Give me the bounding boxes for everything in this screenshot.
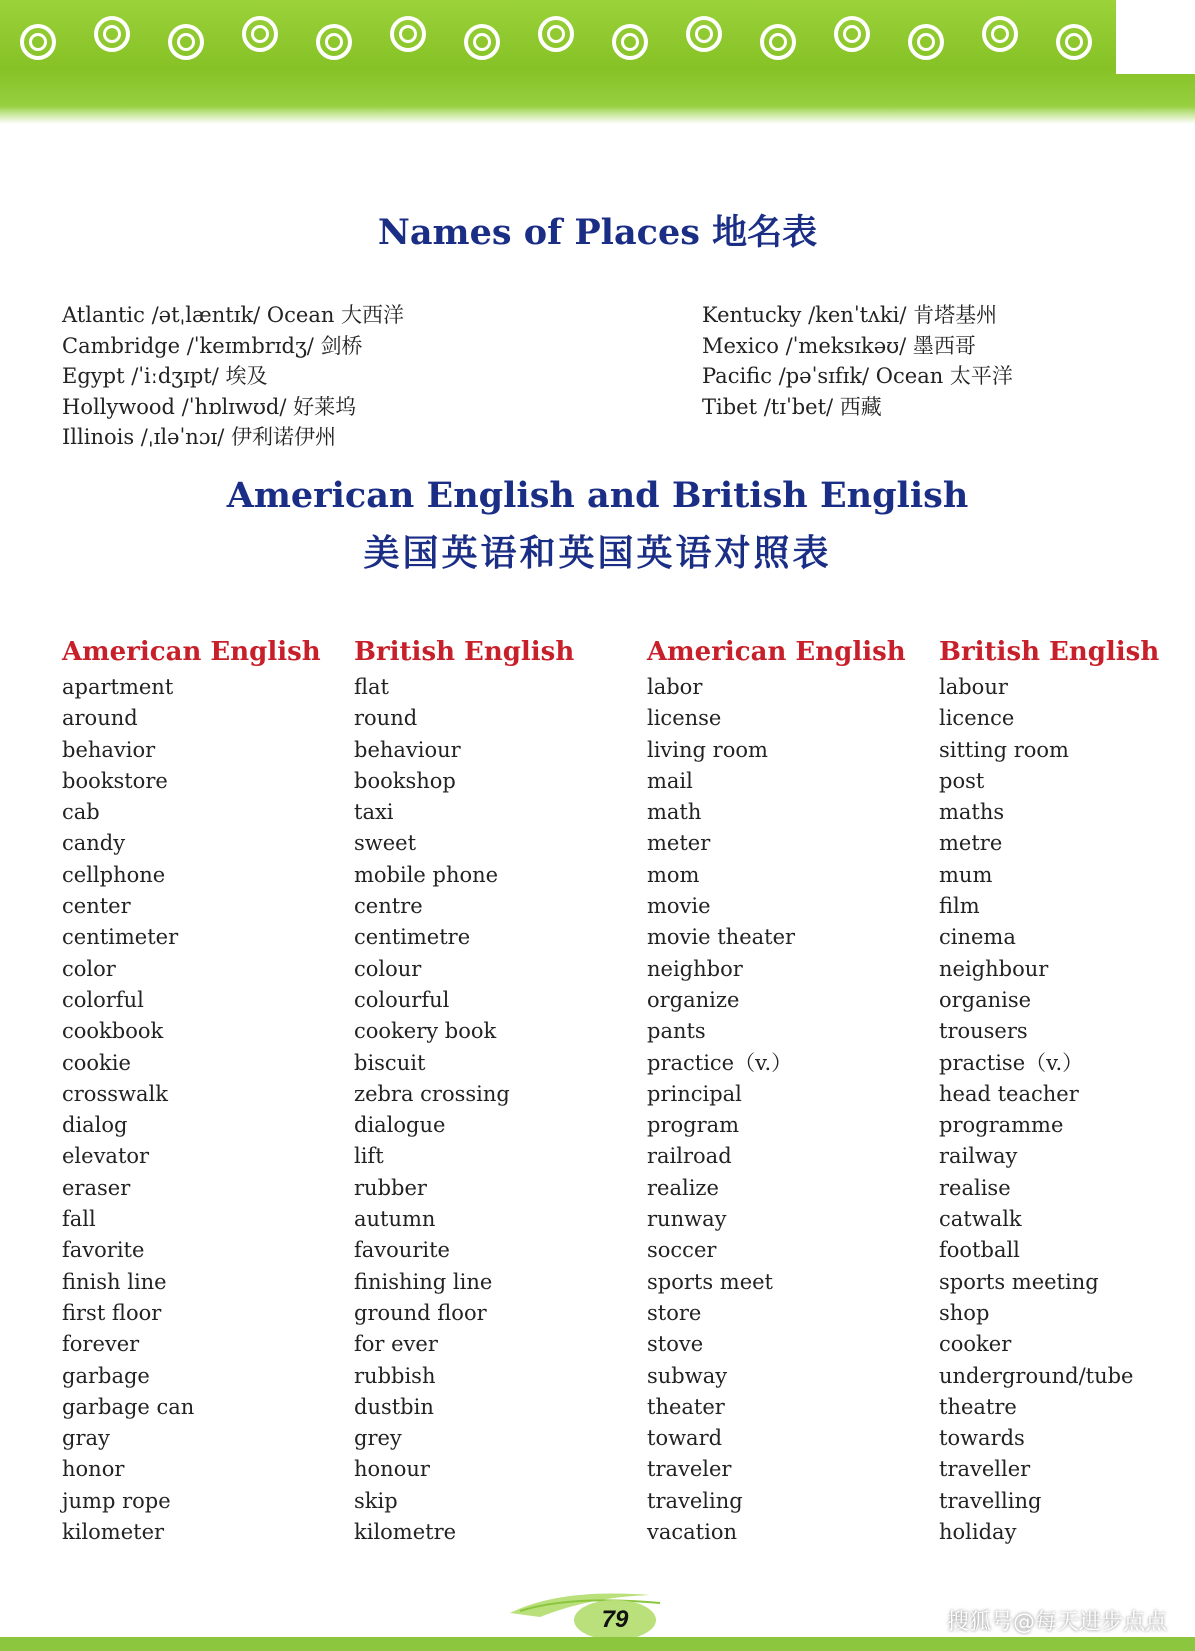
word-item: stove [647,1332,704,1357]
word-item: centre [354,894,423,919]
word-item: favourite [354,1238,450,1263]
word-item: zebra crossing [354,1081,510,1106]
word-item: grey [354,1426,402,1451]
word-item: principal [647,1081,742,1106]
column-header: American English [62,637,321,667]
word-item: forever [62,1332,140,1357]
word-item: neighbor [647,956,743,981]
ring-decoration [686,16,722,52]
word-item: math [647,800,702,825]
word-item: football [939,1238,1020,1263]
word-item: underground/tube [939,1363,1134,1388]
place-entry: Hollywood /ˈhɒlɪwʊd/ 好莱坞 [62,394,357,419]
comparison-subtitle: 美国英语和英国英语对照表 [363,532,832,574]
word-list [62,672,321,1548]
word-item: sitting room [939,737,1069,762]
word-item: jump rope [62,1488,171,1513]
word-item: eraser [62,1175,131,1200]
ring-decoration [982,16,1018,52]
word-item: traveler [647,1457,732,1482]
place-entry: Egypt /ˈiːdʒɪpt/ 埃及 [62,364,268,388]
word-item: dialog [62,1113,128,1138]
word-item: rubbish [354,1363,436,1388]
place-entry: Cambridge /ˈkeɪmbrɪdʒ/ 剑桥 [62,333,363,358]
word-item: skip [354,1488,398,1513]
word-item: lift [354,1144,384,1169]
word-item: film [939,894,980,919]
word-item: railroad [647,1144,732,1169]
word-item: license [647,706,722,731]
word-item: runway [647,1207,727,1232]
word-item: pants [647,1019,706,1044]
word-item: labour [939,675,1008,699]
word-item: ground floor [354,1300,487,1325]
word-list [354,672,574,1548]
word-item: living room [647,737,768,762]
word-item: soccer [647,1238,717,1263]
word-item: crosswalk [62,1081,168,1106]
word-item: maths [939,800,1005,825]
word-item: cinema [939,925,1016,950]
word-item: finishing line [354,1269,493,1294]
column-header: British English [354,637,575,667]
word-item: favorite [62,1238,145,1263]
header-fade [0,106,1195,124]
word-item: round [354,706,418,731]
word-item: behaviour [354,737,461,762]
ring-decoration [1056,24,1092,60]
place-entry: Mexico /ˈmeksɪkəʊ/ 墨西哥 [702,333,976,358]
comparison-column [62,632,321,1548]
comparison-column [939,632,1159,1548]
word-item: color [62,956,116,981]
comparison-column [647,632,906,1548]
comparison-column [354,632,574,1548]
word-item: practice（v.） [647,1050,793,1075]
place-entry: Atlantic /ətˌlæntɪk/ Ocean 大西洋 [62,303,405,327]
page-number: 79 [601,1606,629,1633]
word-item: cookery book [354,1019,497,1044]
word-item: head teacher [939,1081,1079,1106]
place-entry: Tibet /tɪˈbet/ 西藏 [702,394,882,419]
word-item: flat [354,675,389,699]
places-title: Names of Places 地名表 [377,212,818,253]
comparison-title: American English and British English [226,475,969,516]
word-item: subway [647,1363,728,1388]
word-item: sports meeting [939,1269,1099,1294]
places-list-left [62,300,404,453]
word-item: autumn [354,1207,436,1232]
word-item: garbage [62,1363,150,1388]
word-item: gray [62,1426,110,1451]
header-corner [1116,0,1195,74]
word-item: towards [939,1426,1025,1451]
word-item: licence [939,706,1015,731]
ring-decoration [94,16,130,52]
word-item: cookbook [62,1019,164,1044]
places-list-right [702,300,1013,422]
word-item: kilometre [354,1520,457,1545]
word-item: garbage can [62,1394,195,1419]
word-item: store [647,1300,702,1325]
word-item: cookie [62,1050,131,1075]
word-item: mobile phone [354,862,499,887]
word-item: shop [939,1300,990,1325]
word-item: colour [354,956,422,981]
place-entry: Illinois /ˌɪləˈnɔɪ/ 伊利诺伊州 [62,425,337,449]
ring-decoration [908,24,944,60]
word-item: centimetre [354,925,471,950]
ring-decoration [538,16,574,52]
word-item: for ever [354,1332,438,1357]
ring-decoration [390,16,426,52]
word-item: metre [939,831,1003,856]
word-item: neighbour [939,956,1049,981]
word-item: theater [647,1394,725,1419]
word-item: traveller [939,1457,1031,1482]
word-item: vacation [647,1520,737,1545]
word-item: mom [647,862,700,887]
page-number-badge [574,1600,656,1640]
word-item: labor [647,675,703,699]
word-item: sports meet [647,1269,773,1294]
ring-decoration [242,16,278,52]
word-item: cab [62,800,100,825]
word-item: around [62,706,138,731]
word-item: cooker [939,1332,1012,1357]
word-item: bookshop [354,768,456,793]
word-item: centimeter [62,925,179,950]
word-item: realize [647,1175,719,1200]
word-item: traveling [647,1488,743,1513]
word-item: toward [647,1426,723,1451]
word-item: dialogue [354,1113,446,1138]
word-item: cellphone [62,862,166,887]
word-item: colorful [62,987,144,1012]
word-item: biscuit [354,1050,426,1075]
word-item: bookstore [62,768,168,793]
ring-decoration [168,24,204,60]
word-item: behavior [62,737,156,762]
word-item: movie [647,894,711,919]
word-item: realise [939,1175,1011,1200]
ring-decoration [760,24,796,60]
word-item: apartment [62,675,174,699]
column-header: British English [939,637,1160,667]
word-list [939,672,1159,1548]
place-entry: Kentucky /kenˈtʌki/ 肯塔基州 [702,303,998,327]
word-item: theatre [939,1394,1017,1419]
header-banner [0,0,1195,124]
word-item: mail [647,768,693,793]
word-item: honour [354,1457,430,1482]
word-item: first floor [62,1300,162,1325]
ring-decoration [612,24,648,60]
word-item: programme [939,1113,1064,1138]
word-item: trousers [939,1019,1028,1044]
word-item: rubber [354,1175,427,1200]
word-list [647,672,906,1548]
footer-bar [0,1637,1195,1651]
word-item: colourful [354,987,450,1012]
word-item: catwalk [939,1207,1022,1232]
ring-decoration [834,16,870,52]
word-item: railway [939,1144,1018,1169]
column-header: American English [647,637,906,667]
ring-decoration [464,24,500,60]
place-entry: Pacific /pəˈsɪfɪk/ Ocean 太平洋 [702,364,1013,388]
word-item: practise（v.） [939,1050,1084,1075]
word-item: dustbin [354,1394,434,1419]
word-item: meter [647,831,711,856]
word-item: honor [62,1457,125,1482]
word-item: movie theater [647,925,796,950]
word-item: candy [62,831,126,856]
word-item: kilometer [62,1520,165,1545]
watermark: 搜狐号@每天进步点点 [946,1610,1167,1635]
word-item: mum [939,862,993,887]
word-item: center [62,894,131,919]
word-item: post [939,768,985,793]
ring-decoration [20,24,56,60]
word-item: holiday [939,1520,1017,1545]
word-item: taxi [354,800,394,825]
word-item: elevator [62,1144,150,1169]
word-item: fall [62,1207,96,1232]
word-item: program [647,1113,740,1138]
word-item: sweet [354,831,417,856]
word-item: finish line [62,1269,167,1294]
ring-decoration [316,24,352,60]
word-item: travelling [939,1488,1042,1513]
word-item: organize [647,987,740,1012]
word-item: organise [939,987,1032,1012]
